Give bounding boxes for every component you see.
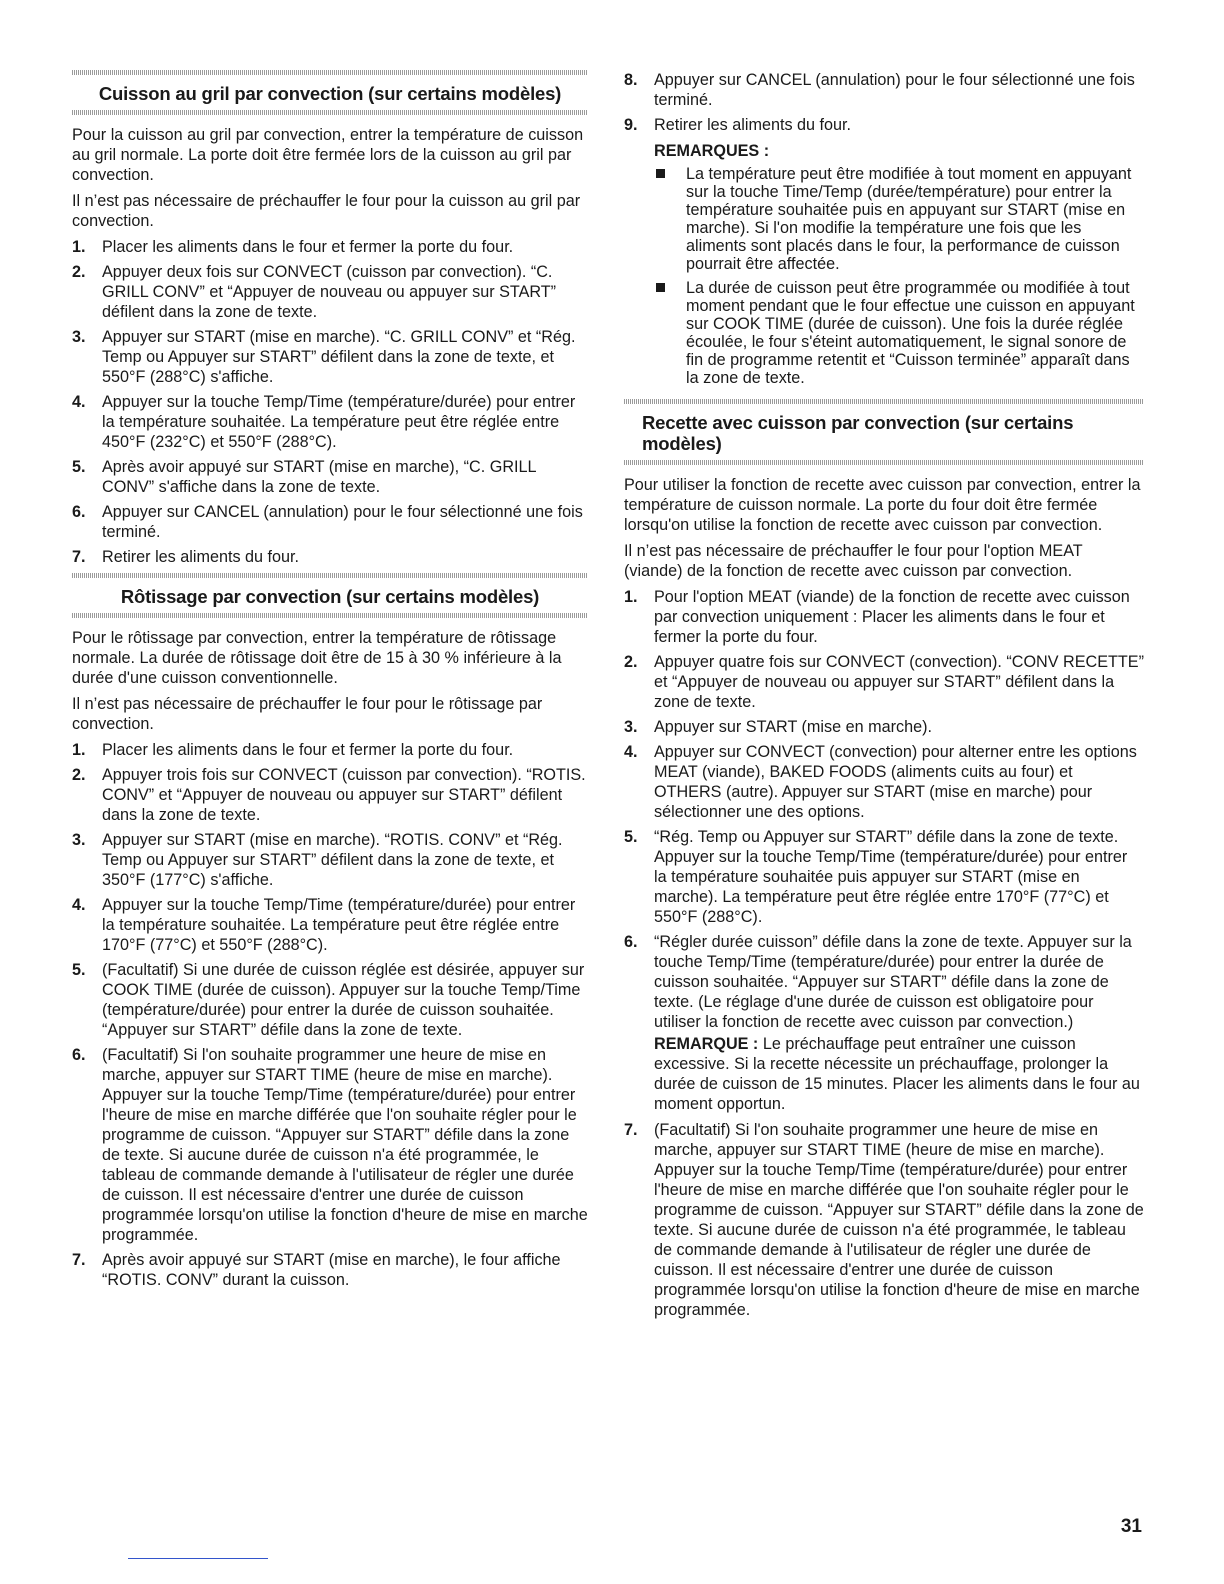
paragraph: Pour le rôtissage par convection, entrer la température de rôtissage normale. La durée de rôtissage doit être de 15 à 30 % inférieure à la durée d'une cuisson conventionnelle.	[72, 629, 562, 687]
list-item	[72, 457, 588, 497]
step-number: 1.	[624, 588, 638, 606]
list-item	[72, 960, 588, 1040]
step-text: Appuyer sur la touche Temp/Time (température/durée) pour entrer la température souhaitée. La température peut être réglée entre 450°F (232°C) et 550°F (288°C).	[102, 393, 576, 451]
step-text: Appuyer sur CANCEL (annulation) pour le four sélectionné une fois terminé.	[102, 503, 583, 541]
step-text: Placer les aliments dans le four et fermer la porte du four.	[102, 741, 514, 759]
grill-section-title: Cuisson au gril par convection (sur certains modèles)	[98, 83, 562, 104]
step-number: 6.	[72, 1046, 86, 1064]
step-number: 1.	[72, 741, 86, 759]
recipe-section-header	[624, 399, 1144, 465]
paragraph: Pour utiliser la fonction de recette avec cuisson par convection, entrer la température de cuisson normale. La porte du four doit être fermée lorsqu'on utilise la fonction de recette avec cuisson par convection.	[624, 476, 1141, 534]
list-item	[72, 1045, 588, 1245]
step-text: Appuyer sur CONVECT (convection) pour alterner entre les options MEAT (viande), BAKED FOODS (aliments cuits au four) et OTHERS (autre). Appuyer sur START (mise en marche) pour sélectionner une des options.	[654, 743, 1137, 821]
note-text: Le préchauffage peut entraîner une cuisson excessive. Si la recette nécessite un préchauffage, prolonger la durée de cuisson de 15 minutes. Placer les aliments dans le four au moment opportun.	[654, 1035, 1140, 1113]
list-item	[72, 830, 588, 890]
step-number: 3.	[72, 328, 86, 346]
list-item	[72, 1250, 588, 1290]
divider	[72, 613, 588, 618]
list-item	[624, 1120, 1144, 1320]
list-item	[624, 587, 1144, 647]
left-column	[72, 70, 588, 1296]
step-text: “Régler durée cuisson” défile dans la zone de texte. Appuyer sur la touche Temp/Time (température/durée) pour entrer la durée de cuisson souhaitée. “Appuyer sur START” défile dans la zone de texte. (Le réglage d'une durée de cuisson est obligatoire pour utiliser la fonction de recette avec cuisson par convection.)	[654, 933, 1132, 1031]
list-item	[72, 895, 588, 955]
roast-section-header	[72, 573, 588, 618]
divider	[72, 573, 588, 578]
list-item	[624, 827, 1144, 927]
step-number: 7.	[72, 1251, 86, 1269]
step-text: Appuyer sur START (mise en marche). “ROTIS. CONV” et “Rég. Temp ou Appuyer sur START” défilent dans la zone de texte, et 350°F (177°C) s'affiche.	[102, 831, 563, 889]
remarks-list	[654, 165, 1144, 387]
step-number: 2.	[624, 653, 638, 671]
step-text: (Facultatif) Si l'on souhaite programmer une heure de mise en marche, appuyer sur START TIME (heure de mise en marche). Appuyer sur la touche Temp/Time (température/durée) pour entrer l'heure de mise en marche différée que l'on souhaite régler pour le programme de cuisson. “Appuyer sur START” défile dans la zone de texte. Si aucune durée de cuisson n'a été programmée, le tableau de commande demande à l'utilisateur de régler une durée de cuisson. Il est nécessaire d'entrer une durée de cuisson programmée lorsqu'on utilise la fonction d'heure de mise en marche programmée.	[654, 1121, 1144, 1319]
note-text: La température peut être modifiée à tout moment en appuyant sur la touche Time/Temp (durée/température) pour entrer la température souhaitée puis en appuyant sur START (mise en marche). Si l'on modifie la température une fois que les aliments sont placés dans le four, la performance de cuisson pourrait être affectée.	[686, 165, 1132, 273]
divider	[72, 70, 588, 75]
step-number: 4.	[72, 393, 86, 411]
note-label: REMARQUE :	[654, 1035, 759, 1053]
divider	[624, 460, 1144, 465]
square-bullet-icon	[656, 283, 665, 292]
paragraph: Pour la cuisson au gril par convection, entrer la température de cuisson au gril normale. La porte doit être fermée lors de la cuisson au gril par convection.	[72, 126, 584, 184]
step-number: 6.	[624, 933, 638, 951]
step-number: 9.	[624, 116, 638, 134]
grill-steps	[72, 237, 588, 567]
recipe-section-title: Recette avec cuisson par convection (sur certains modèles)	[642, 412, 1074, 454]
step-number: 2.	[72, 263, 86, 281]
step-text: Retirer les aliments du four.	[102, 548, 300, 566]
list-item	[72, 740, 588, 760]
step-number: 1.	[72, 238, 86, 256]
grill-steps-continued	[624, 70, 1144, 135]
paragraph: Il n’est pas nécessaire de préchauffer le four pour l'option MEAT (viande) de la fonction de recette avec cuisson par convection.	[624, 542, 1083, 580]
list-item	[72, 237, 588, 257]
square-bullet-icon	[656, 169, 665, 178]
paragraph: Il n’est pas nécessaire de préchauffer le four pour la cuisson au gril par convection.	[72, 192, 581, 230]
divider	[624, 399, 1144, 404]
list-item	[72, 392, 588, 452]
step-text: Appuyer sur START (mise en marche). “C. GRILL CONV” et “Rég. Temp ou Appuyer sur START” défilent dans la zone de texte, et 550°F (288°C) s'affiche.	[102, 328, 576, 386]
list-item	[624, 70, 1144, 110]
list-item	[624, 115, 1144, 135]
step-number: 3.	[624, 718, 638, 736]
step-number: 6.	[72, 503, 86, 521]
divider	[72, 110, 588, 115]
step-number: 4.	[72, 896, 86, 914]
step-number: 7.	[72, 548, 86, 566]
footer-line	[128, 1558, 268, 1559]
step-text: Appuyer sur START (mise en marche).	[654, 718, 932, 736]
step-text: Appuyer sur CANCEL (annulation) pour le four sélectionné une fois terminé.	[654, 71, 1135, 109]
list-item	[654, 165, 1144, 273]
paragraph: Il n’est pas nécessaire de préchauffer le four pour le rôtissage par convection.	[72, 695, 543, 733]
list-item	[624, 652, 1144, 712]
step-text: Appuyer trois fois sur CONVECT (cuisson par convection). “ROTIS. CONV” et “Appuyer de nouveau ou appuyer sur START” défilent dans la zone de texte.	[102, 766, 586, 824]
step-number: 8.	[624, 71, 638, 89]
list-item	[72, 547, 588, 567]
step-number: 5.	[72, 961, 86, 979]
list-item	[72, 502, 588, 542]
step-number: 4.	[624, 743, 638, 761]
step-text: Appuyer deux fois sur CONVECT (cuisson par convection). “C. GRILL CONV” et “Appuyer de nouveau ou appuyer sur START” défilent dans la zone de texte.	[102, 263, 557, 321]
step-number: 7.	[624, 1121, 638, 1139]
right-column	[624, 70, 1144, 1326]
step-text: Appuyer sur la touche Temp/Time (température/durée) pour entrer la température souhaitée. La température peut être réglée entre 170°F (77°C) et 550°F (288°C).	[102, 896, 576, 954]
step-text: Appuyer quatre fois sur CONVECT (convection). “CONV RECETTE” et “Appuyer de nouveau ou appuyer sur START” défilent dans la zone de texte.	[654, 653, 1144, 711]
step-number: 5.	[624, 828, 638, 846]
step-number: 3.	[72, 831, 86, 849]
page-number: 31	[1120, 1516, 1142, 1537]
list-item	[624, 742, 1144, 822]
roast-section-title: Rôtissage par convection (sur certains modèles)	[120, 586, 540, 607]
step-text: Après avoir appuyé sur START (mise en marche), “C. GRILL CONV” s'affiche dans la zone de texte.	[102, 458, 536, 496]
preheat-note	[654, 1034, 1144, 1114]
step-text: Après avoir appuyé sur START (mise en marche), le four affiche “ROTIS. CONV” durant la cuisson.	[102, 1251, 561, 1289]
list-item	[624, 717, 1144, 737]
step-number: 5.	[72, 458, 86, 476]
list-item	[72, 327, 588, 387]
step-text: “Rég. Temp ou Appuyer sur START” défile dans la zone de texte. Appuyer sur la touche Temp/Time (température/durée) pour entrer la température souhaitée puis appuyer sur START (mise en marche). La température peut être réglée entre 170°F (77°C) et 550°F (288°C).	[654, 828, 1128, 926]
step-text: Retirer les aliments du four.	[654, 116, 852, 134]
list-item	[72, 262, 588, 322]
note-text: La durée de cuisson peut être programmée ou modifiée à tout moment pendant que le four effectue une cuisson en appuyant sur COOK TIME (durée de cuisson). Une fois la durée réglée écoulée, le four s'éteint automatiquement, le signal sonore de fin de programme retentit et “Cuisson terminée” apparaît dans la zone de texte.	[686, 279, 1135, 387]
step-number: 2.	[72, 766, 86, 784]
step-text: Pour l'option MEAT (viande) de la fonction de recette avec cuisson par convection uniquement : Placer les aliments dans le four et fermer la porte du four.	[654, 588, 1130, 646]
list-item	[72, 765, 588, 825]
list-item	[654, 279, 1144, 387]
roast-steps	[72, 740, 588, 1290]
remarks-title: REMARQUES :	[654, 142, 770, 160]
recipe-steps	[624, 587, 1144, 1320]
step-text: (Facultatif) Si l'on souhaite programmer une heure de mise en marche, appuyer sur START TIME (heure de mise en marche). Appuyer sur la touche Temp/Time (température/durée) pour entrer l'heure de mise en marche différée que l'on souhaite régler pour le programme de cuisson. “Appuyer sur START” défile dans la zone de texte. Si aucune durée de cuisson n'a été programmée, le tableau de commande demande à l'utilisateur de régler une durée de cuisson. Il est nécessaire d'entrer une durée de cuisson programmée lorsqu'on utilise la fonction d'heure de mise en marche programmée.	[102, 1046, 588, 1244]
step-text: (Facultatif) Si une durée de cuisson réglée est désirée, appuyer sur COOK TIME (durée de cuisson). Appuyer sur la touche Temp/Time (température/durée) pour entrer la durée de cuisson souhaitée. “Appuyer sur START” défile dans la zone de texte.	[102, 961, 585, 1039]
grill-section-header	[72, 70, 588, 115]
list-item	[624, 932, 1144, 1114]
step-text: Placer les aliments dans le four et fermer la porte du four.	[102, 238, 514, 256]
